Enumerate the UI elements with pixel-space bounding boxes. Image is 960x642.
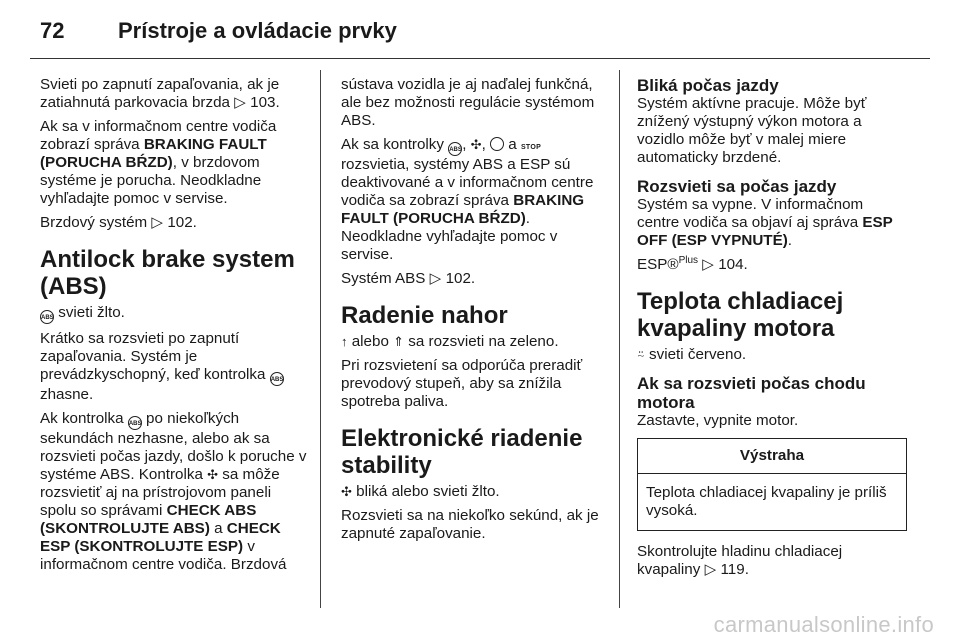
text: Ak sa kontrolky bbox=[341, 136, 444, 153]
esp-skid-icon: ✣ bbox=[341, 484, 352, 499]
text: rozsvietia, systémy ABS a ESP sú deaktivované a v informačnom centre vodiča sa zobrazí správa bbox=[341, 156, 594, 209]
text: . Neodkladne vyhľadajte pomoc v servise. bbox=[341, 210, 558, 263]
abs-warning-icon: ABS bbox=[40, 310, 54, 324]
message-text: CHECK ESP (SKONTROLUJTE ESP) bbox=[40, 520, 281, 555]
reference-arrow-icon: ▷ bbox=[151, 214, 164, 231]
message-text: BRAKING FAULT (PORUCHA BŔZD) bbox=[341, 192, 585, 227]
section-heading-shift: Radenie nahor bbox=[341, 302, 508, 329]
superscript: Plus bbox=[678, 254, 699, 266]
paragraph bbox=[637, 256, 907, 274]
column-divider bbox=[320, 70, 321, 608]
paragraph: Rozsvieti sa na niekoľko sekúnd, ak je zapnuté zapaľovanie. bbox=[341, 507, 599, 542]
paragraph: Pri rozsvietení sa odporúča preradiť prevodový stupeň, aby sa znížila spotreba paliva. bbox=[341, 357, 583, 410]
text: Systém sa vypne. V informačnom centre vodiča sa objaví aj správa bbox=[637, 196, 864, 231]
column-3 bbox=[637, 76, 907, 585]
subheading-blink: Bliká počas jazdy bbox=[637, 76, 779, 95]
paragraph: sústava vozidla je aj naďalej funkčná, ale bez možnosti regulácie systémom ABS. bbox=[341, 76, 595, 129]
subheading-drive: Ak sa rozsvieti počas chodu motora bbox=[637, 374, 866, 412]
paragraph bbox=[40, 76, 310, 112]
column-1 bbox=[40, 76, 310, 580]
page-reference[interactable]: 119. bbox=[720, 561, 749, 578]
reference-arrow-icon: ▷ bbox=[429, 270, 442, 287]
message-text: BRAKING FAULT (PORUCHA BŔZD) bbox=[40, 136, 267, 171]
text: ESP® bbox=[637, 256, 679, 273]
message-text: ESP OFF (ESP VYPNUTÉ) bbox=[637, 214, 893, 249]
paragraph bbox=[637, 196, 907, 250]
text: Ak sa v informačnom centre vodiča zobrazí správa bbox=[40, 118, 277, 153]
brake-warning-icon bbox=[490, 137, 504, 151]
text: Svieti po zapnutí zapaľovania, ak je zatiahnutá parkovacia brzda bbox=[40, 76, 280, 111]
text: svieti žlto. bbox=[54, 304, 125, 321]
warning-box bbox=[637, 438, 907, 531]
text: . bbox=[787, 232, 793, 249]
subheading-lit: Rozsvieti sa počas jazdy bbox=[637, 177, 837, 196]
abs-warning-icon: ABS bbox=[128, 416, 142, 430]
coolant-temperature-icon: ⍨ bbox=[637, 347, 645, 362]
text: svieti červeno. bbox=[649, 346, 747, 363]
paragraph bbox=[341, 483, 603, 501]
message-text: CHECK ABS (SKONTROLUJTE ABS) bbox=[40, 502, 257, 537]
column-divider bbox=[619, 70, 620, 608]
reference-arrow-icon: ▷ bbox=[704, 561, 717, 578]
column-2 bbox=[341, 76, 603, 549]
page-header bbox=[40, 18, 397, 48]
warning-title: Výstraha bbox=[638, 439, 906, 474]
esp-skid-icon: ✣ bbox=[470, 137, 482, 152]
paragraph bbox=[341, 333, 603, 351]
paragraph bbox=[40, 330, 310, 404]
text: Krátko sa rozsvieti po zapnutí zapaľovania. Systém je prevádzkyschopný, keď kontrolka bbox=[40, 330, 266, 383]
section-heading-coolant: Teplota chladiacej kvapaliny motora bbox=[637, 288, 844, 342]
text: Ak kontrolka bbox=[40, 410, 124, 427]
esp-skid-icon: ✣ bbox=[207, 467, 219, 482]
paragraph: Systém aktívne pracuje. Môže byť znížený výstupný výkon motora a vozidlo môže byť v malej miere automaticky brzdené. bbox=[637, 95, 867, 166]
text: a bbox=[508, 136, 517, 153]
paragraph bbox=[637, 543, 907, 579]
text: sa rozsvieti na zeleno. bbox=[408, 333, 559, 350]
paragraph bbox=[637, 346, 907, 364]
abs-warning-icon: ABS bbox=[448, 142, 462, 156]
paragraph bbox=[40, 410, 310, 574]
paragraph: Ak sa kontrolky ABS, ✣, a STOP rozsvietia, systémy ABS a ESP sú deaktivované a v informačnom centre vodiča sa zobrazí správa BRAKING FAULT (PORUCHA BŔZD). Neodkladne vyhľadajte pomoc v servise. bbox=[341, 136, 594, 263]
page-reference[interactable]: 102. bbox=[445, 270, 476, 287]
text: Brzdový systém bbox=[40, 214, 148, 231]
watermark: carmanualsonline.info bbox=[713, 612, 934, 637]
paragraph bbox=[341, 270, 603, 288]
paragraph bbox=[40, 118, 310, 208]
paragraph bbox=[40, 304, 310, 324]
stop-icon: STOP bbox=[520, 144, 542, 151]
page-title: Prístroje a ovládacie prvky bbox=[118, 18, 397, 43]
text: Systém ABS bbox=[341, 270, 426, 287]
text: a bbox=[209, 520, 227, 537]
header-rule bbox=[30, 58, 930, 59]
text: po niekoľkých sekundách nezhasne, alebo ak sa rozsvieti počas jazdy, došlo k poruche v systéme ABS. Kontrolka bbox=[40, 410, 307, 483]
text: alebo bbox=[351, 333, 389, 350]
page-number: 72 bbox=[40, 18, 65, 43]
paragraph: Zastavte, vypnite motor. bbox=[637, 412, 799, 429]
page-reference[interactable]: 102. bbox=[167, 214, 197, 231]
text: , v brzdovom systéme je porucha. Neodkladne vyhľadajte pomoc v servise. bbox=[40, 154, 262, 207]
text: bliká alebo svieti žlto. bbox=[356, 483, 500, 500]
page-reference[interactable]: 104. bbox=[718, 256, 748, 273]
shift-up-icon: ↑ bbox=[341, 334, 348, 349]
text: Skontrolujte hladinu chladiacej kvapaliny bbox=[637, 543, 843, 578]
section-heading-abs: Antilock brake system (ABS) bbox=[40, 246, 295, 300]
section-heading-esp: Elektronické riadenie stability bbox=[341, 425, 583, 479]
text: v informačnom centre vodiča. Brzdová bbox=[40, 538, 287, 573]
text: zhasne. bbox=[40, 386, 94, 403]
reference-arrow-icon: ▷ bbox=[234, 94, 246, 111]
reference-arrow-icon: ▷ bbox=[702, 256, 714, 273]
warning-text: Teplota chladiacej kvapaliny je príliš vysoká. bbox=[646, 484, 887, 519]
abs-warning-icon: ABS bbox=[270, 372, 284, 386]
page-reference[interactable]: 103. bbox=[250, 94, 280, 111]
paragraph bbox=[40, 214, 310, 232]
text: sa môže rozsvietiť aj na prístrojovom paneli spolu so správami bbox=[40, 466, 280, 519]
shift-up-icon: ⇑ bbox=[393, 334, 405, 349]
